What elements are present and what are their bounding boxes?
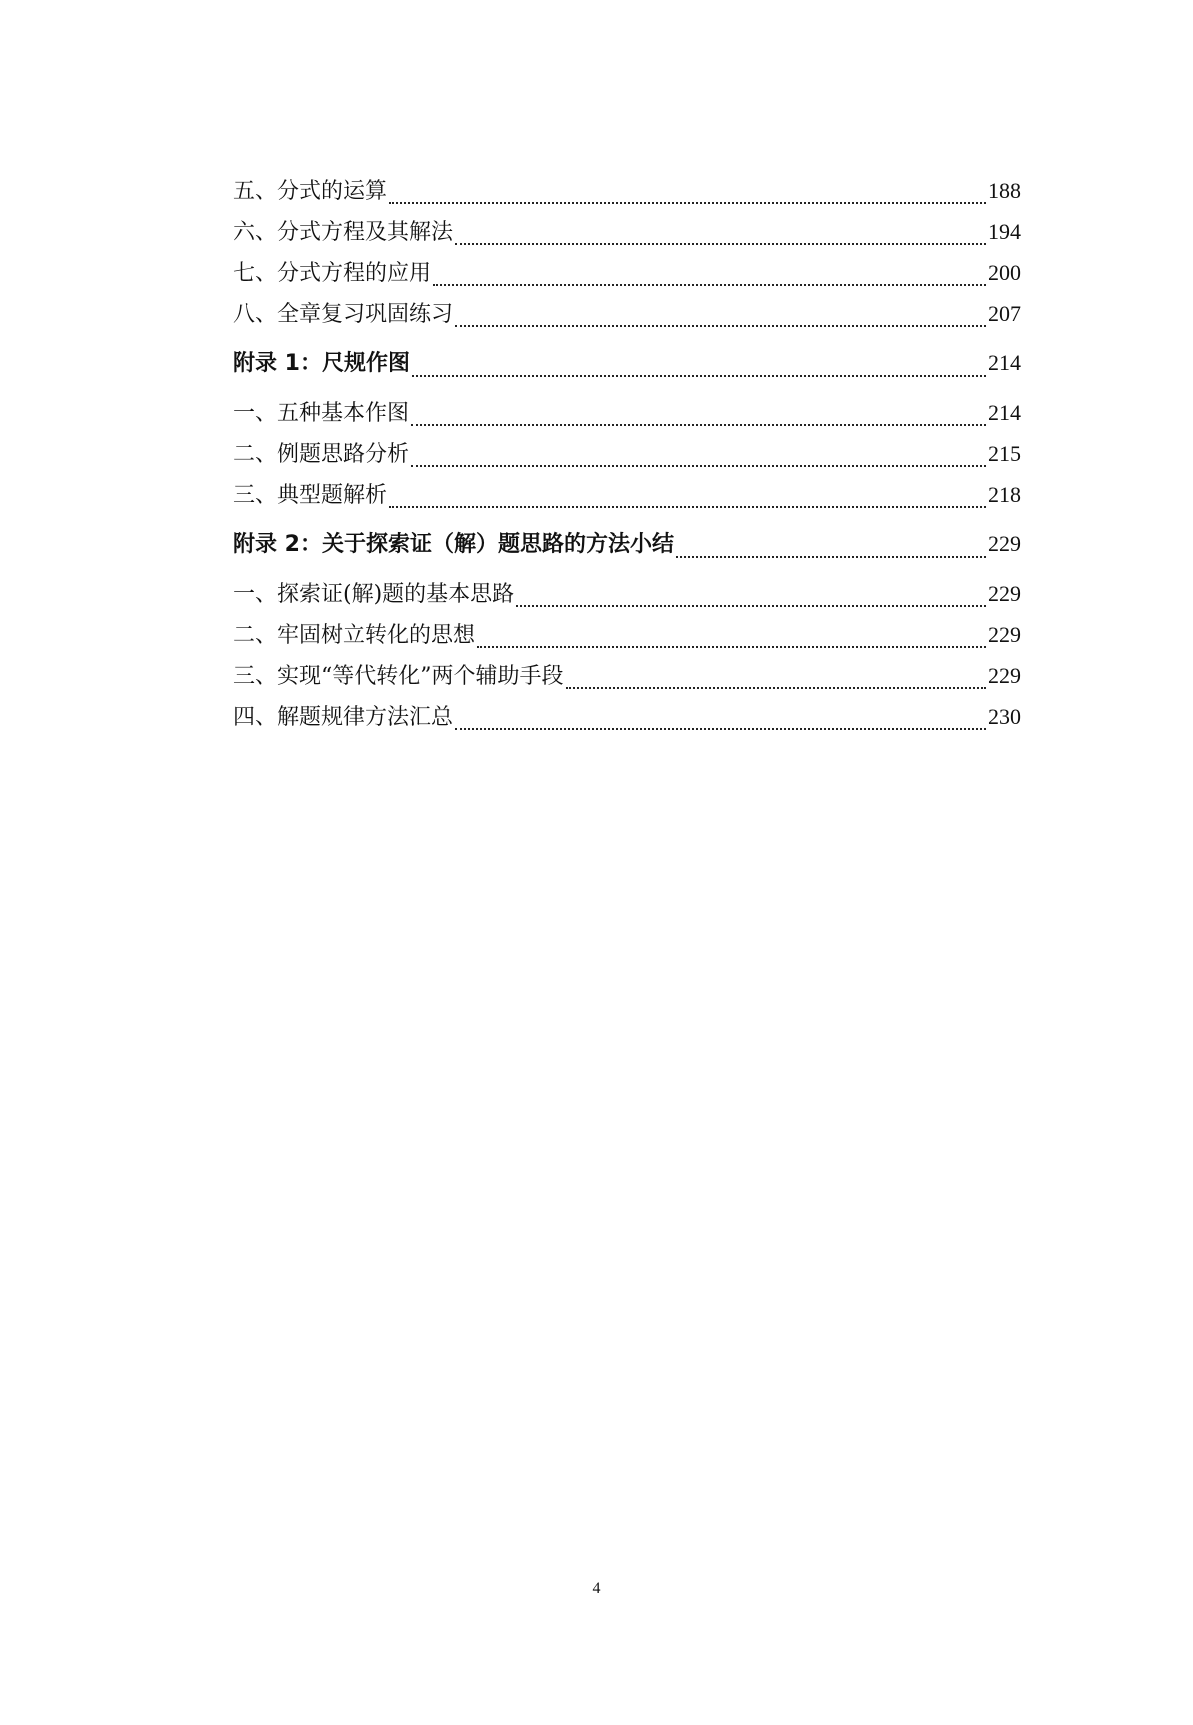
toc-entry-title: 六、分式方程及其解法 (233, 220, 454, 245)
dot-leader (455, 728, 986, 730)
toc-entry-page: 207 (988, 301, 1021, 326)
toc-entry[interactable] (233, 696, 1021, 737)
toc-entry-page: 229 (988, 581, 1021, 606)
dot-leader (676, 556, 986, 558)
toc-entry-page: 188 (988, 178, 1021, 203)
dot-leader (433, 284, 986, 286)
toc-entry-title: 四、解题规律方法汇总 (233, 705, 454, 730)
toc-section-heading[interactable] (233, 519, 1021, 569)
dot-leader (455, 325, 986, 327)
toc-entry-title: 八、全章复习巩固练习 (233, 302, 454, 327)
toc-entry-title: 二、例题思路分析 (233, 442, 410, 467)
toc-entry-title: 一、五种基本作图 (233, 401, 410, 426)
toc-entry-page: 218 (988, 482, 1021, 507)
toc-heading-title: 附录 1：尺规作图 (233, 351, 410, 376)
dot-leader (477, 646, 986, 648)
toc-entry[interactable] (233, 293, 1021, 334)
dot-leader (516, 605, 986, 607)
toc-entry[interactable] (233, 474, 1021, 515)
table-of-contents (233, 170, 1021, 737)
dot-leader (412, 375, 986, 377)
dot-leader (389, 202, 986, 204)
toc-heading-page: 214 (988, 350, 1021, 375)
toc-entry[interactable] (233, 392, 1021, 433)
toc-entry-page: 214 (988, 400, 1021, 425)
toc-entry-title: 三、典型题解析 (233, 483, 388, 508)
toc-entry[interactable] (233, 573, 1021, 614)
toc-entry-title: 七、分式方程的应用 (233, 261, 432, 286)
toc-section-heading[interactable] (233, 338, 1021, 388)
page-number: 4 (592, 1580, 601, 1597)
dot-leader (411, 465, 986, 467)
toc-entry-title: 三、实现“等代转化”两个辅助手段 (233, 664, 564, 689)
toc-entry-page: 194 (988, 219, 1021, 244)
toc-entry[interactable] (233, 655, 1021, 696)
toc-entry-page: 215 (988, 441, 1021, 466)
dot-leader (566, 687, 987, 689)
toc-entry[interactable] (233, 170, 1021, 211)
toc-entry-page: 229 (988, 663, 1021, 688)
toc-heading-page: 229 (988, 531, 1021, 556)
toc-heading-title: 附录 2：关于探索证（解）题思路的方法小结 (233, 532, 674, 557)
toc-entry-title: 五、分式的运算 (233, 179, 388, 204)
dot-leader (389, 506, 986, 508)
dot-leader (455, 243, 986, 245)
toc-entry[interactable] (233, 614, 1021, 655)
toc-entry-page: 229 (988, 622, 1021, 647)
toc-entry[interactable] (233, 252, 1021, 293)
toc-entry-title: 二、牢固树立转化的思想 (233, 623, 476, 648)
toc-entry[interactable] (233, 433, 1021, 474)
toc-entry-title: 一、探索证(解)题的基本思路 (233, 582, 515, 607)
toc-entry-page: 230 (988, 704, 1021, 729)
toc-entry-page: 200 (988, 260, 1021, 285)
toc-entry[interactable] (233, 211, 1021, 252)
dot-leader (411, 424, 986, 426)
